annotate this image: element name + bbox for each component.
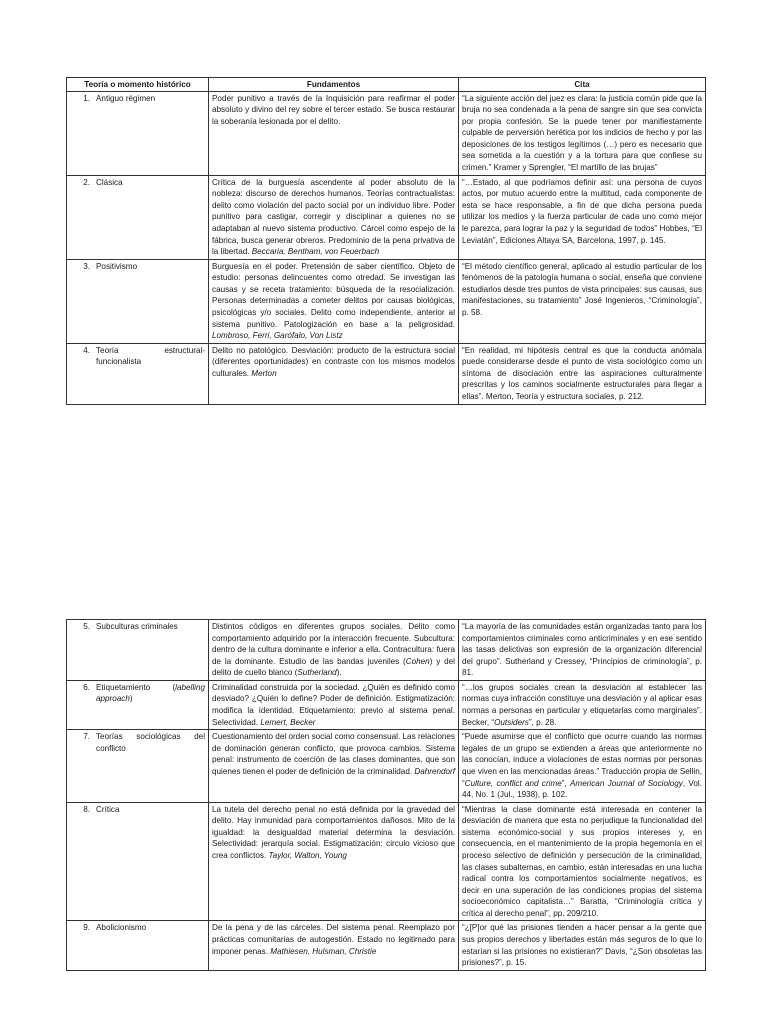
table-row [67, 343, 706, 404]
text-run: De la pena y de las cárceles. Del sistema penal. Reemplazo por prácticas comunitarias de autogestión. Estado no legitimado para imponer penas. [212, 923, 455, 956]
header-theory: Teoría o momento histórico [67, 78, 209, 92]
theory-name [96, 804, 205, 816]
author-names: Taylor, Walton, Young [268, 850, 347, 860]
theory-cell [67, 91, 209, 175]
text-run: Burguesía en el poder. Pretensión de saber científico. Objeto de estudio: personas delincuentes como otredad. Se investigan las causas y se receta tratamiento: búsqueda de la resocialización. Personas determinadas a cometer delitos por causas biológicas, psicológicas y/o sociales. Delito como independiente, anterior al sistema punitivo. Patologización en base a la peligrosidad. [212, 261, 455, 329]
row-number: 1. [83, 93, 90, 103]
cita-cell [459, 343, 706, 404]
theory-cell [67, 343, 209, 404]
author-names: Merton [251, 368, 277, 378]
theory-name [96, 922, 205, 934]
theory-cell [67, 620, 209, 681]
text-run: ”, p. 28. [528, 717, 557, 727]
row-number: 5. [83, 622, 90, 631]
text-run: Poder punitivo a través de la Inquisición para reafirmar el poder absoluto y divino del rey sobre el tercer estado. Se busca restaurar la soberanía lesionada por el delito. [212, 93, 455, 126]
text-run: Crítica de la burguesía ascendente al poder absoluto de la nobleza: discurso de derechos humanos. Teorías contractualistas: delito como violación del pacto social por un individuo libre. Poder punitivo para castigar, corregir y disciplinar a quienes no se adaptaban al nuevo sistema productivo. Cárcel como espejo de la fábrica, busca generar obreros. Predominio de la pena privativa de la libertad. [212, 177, 455, 257]
author-names: Cohen [405, 656, 430, 666]
text-run: ) y del delito de cuello blanco ( [212, 656, 455, 678]
cita-cell [459, 730, 706, 802]
header-row [67, 78, 706, 92]
theories-table-bottom [66, 619, 706, 971]
text-run: Distintos códigos en diferentes grupos sociales. Delito como comportamiento adquirido por la interacción frecuente. Subcultura: dentro de la cultura dominante e inferior a ella. Contracultura: fuera de la dominante. Estudio de las bandas juveniles ( [212, 622, 455, 666]
fundamentos-cell [209, 620, 459, 681]
author-names: American Journal of Sociology [570, 778, 683, 788]
theory-name [96, 93, 205, 105]
table-row [67, 730, 706, 802]
text-run: Teoría estructural-funcionalista [96, 345, 205, 367]
text-run: “El método científico general, aplicado al estudio particular de los fenómenos de la patología humana o social, enseña que conviene estudiarlos desde tres puntos de vista principales: sus causas, sus manifestaciones, su tratamiento” José Ingenieros, “Criminología”, p. 58. [462, 261, 702, 317]
text-run: La tutela del derecho penal no está definida por la gravedad del delito. Hay inmunidad para comportamientos dañosos. Mito de la igualdad: la desigualdad material determina la desviación. Selectividad: jerarquía social. Estigmatización: circulo vicioso que crea conflictos. [212, 804, 455, 860]
cita-cell [459, 802, 706, 921]
author-names: Mathiesen, Hulsman, Christie [270, 946, 377, 956]
author-names: Dahrendorf [414, 766, 456, 776]
author-names: Sutherland [297, 668, 337, 678]
theory-cell [67, 802, 209, 921]
text-run: “En realidad, mi hipótesis central es que la conducta anómala puede considerarse desde el punto de vista sociológico como un síntoma de disociación entre las aspiraciones culturalmente prescritas y los caminos socialmente estructurales para llegar a ellas”. Merton, Teoría y estructura sociales, p. 212. [462, 345, 702, 402]
fundamentos-cell [209, 730, 459, 802]
text-run: “La mayoría de las comunidades están organizadas tanto para los comportamientos criminales como anticriminales y en ese sentido las tasas delictivas son expresión de la organización diferencial del grupo”. Sutherland y Cressey, “Principios de criminología”, p. 81. [462, 622, 702, 678]
theory-cell [67, 175, 209, 259]
fundamentos-cell [209, 680, 459, 729]
theory-cell [67, 730, 209, 802]
text-run: “Mientras la clase dominante está interesada en contener la desviación de manera que esta no perjudique la funcionalidad del sistema económico-social y sus propios intereses y, en consecuencia, en el mantenimiento de la propia hegemonía en el proceso selectivo de definición y persecución de la criminalidad, las clases subalternas, en cambio, están interesadas en una lucha radical contra los comportamientos socialmente negativos, es decir en una superación de las condiciones propias del sistema socioeconómico capitalista…” Baratta, “Criminología crítica y crítica al derecho penal”, pp. 209/210. [462, 804, 702, 918]
theory-name [96, 345, 205, 368]
text-run: Clásica [96, 177, 123, 187]
text-run: Cuestionamiento del orden social como consensual. Las relaciones de dominación generan conflicto, que provoca cambios. Sistema penal: instrumento de coerción de las clases dominantes, que son quienes tienen el poder de definición de la criminalidad. [212, 732, 455, 776]
text-run: ”, [561, 778, 571, 788]
header-cita: Cita [459, 78, 706, 92]
text-run: Criminalidad construida por la sociedad. ¿Quién es definido como desviado? ¿Quién lo define? Poder de definición. Estigmatización: modifica la identidad. Etiquetamiento: previo al sistema penal. Selectividad. [212, 682, 455, 727]
table-row [67, 680, 706, 729]
table-row [67, 802, 706, 921]
text-run: “…los grupos sociales crean la desviación al establecer las normas cuya infracción constituye una desviación y al aplicar esas normas a personas en particular y etiquetarlas como marginales”. Becker, “ [462, 682, 702, 727]
table-row [67, 175, 706, 259]
row-number: 7. [83, 732, 90, 742]
table-row [67, 921, 706, 970]
fundamentos-cell [209, 259, 459, 343]
text-run: Crítica [96, 804, 120, 814]
fundamentos-cell [209, 921, 459, 970]
text-run: Positivismo [96, 261, 138, 271]
author-names: Beccaria, Bentham, von Feuerbach [251, 247, 380, 257]
text-run: , Vol. 44, No. 1 (Jul., 1938), p. 102. [462, 778, 702, 800]
author-names: labelling approach [96, 682, 205, 704]
text-run: “…Estado, al que podríamos definir así: una persona de cuyos actos, por mutuo acuerdo entre la multitud, cada componente de esta se hace responsable, a fin de que dicha persona pueda utilizar los medios y la fuerza particular de cada uno como mejor le parezca, para lograr la paz y la seguridad de todos” Hobbes, “El Leviatán”, Ediciones Altaya SA, Barcelona, 1997, p. 145. [462, 177, 702, 245]
row-number: 8. [83, 804, 90, 814]
cita-cell [459, 175, 706, 259]
table-row [67, 91, 706, 175]
text-run: Subculturas criminales [96, 622, 178, 631]
header-fundamentos: Fundamentos [209, 78, 459, 92]
fundamentos-cell [209, 343, 459, 404]
text-run: Antiguo régimen [96, 93, 156, 103]
row-number: 6. [83, 682, 90, 692]
author-names: Lombroso, Ferri, Garófalo, Von Listz [212, 331, 343, 341]
text-run: Etiquetamiento ( [96, 682, 176, 692]
theory-name [96, 731, 205, 754]
row-number: 3. [83, 261, 90, 271]
theories-table-top [66, 77, 706, 405]
row-number: 9. [83, 923, 90, 933]
theory-name [96, 682, 205, 705]
text-run: Teorías sociológicas del conflicto [96, 732, 205, 753]
fundamentos-cell [209, 175, 459, 259]
theory-cell [67, 680, 209, 729]
theory-name [96, 621, 205, 633]
author-names: Lemert, Becker [260, 717, 316, 727]
cita-cell [459, 91, 706, 175]
fundamentos-cell [209, 802, 459, 921]
table-row [67, 259, 706, 343]
cita-cell [459, 921, 706, 970]
text-run: “La siguiente acción del juez es clara: la justicia común pide que la bruja no sea condenada a la pena de sangre sin que sea convicta por propia confesión. Se la puede tener por manifiestamente culpable de perversión herética por los indicios de hecho y por las deposiciones de los testigos legítimos (…) pero es necesario que sea sometida a la cuestión y a la tortura para que confiese su crimen.” Kramer y Sprengler, “El martillo de las brujas” [462, 93, 702, 173]
cita-cell [459, 259, 706, 343]
cita-cell [459, 680, 706, 729]
text-run: Delito no patológico. Desviación: producto de la estructura social (diferentes oportunidades) en contraste con los mismos modelos culturales. [212, 345, 455, 378]
theory-name [96, 261, 205, 273]
author-names: Outsiders [494, 717, 529, 727]
text-run: “Puede asumirse que el conflicto que ocurre cuando las normas legales de un grupo se extienden a áreas que anteriormente no las conocían, induce a violaciones de estas normas por personas que viven en las mencionadas áreas.” Traducción propia de Sellin, “ [462, 732, 702, 788]
cita-cell [459, 620, 706, 681]
row-number: 4. [83, 345, 90, 355]
theory-name [96, 177, 205, 189]
row-number: 2. [83, 177, 90, 187]
table-row [67, 620, 706, 681]
fundamentos-cell [209, 91, 459, 175]
text-run: ) [129, 694, 133, 704]
theory-cell [67, 921, 209, 970]
author-names: Culture, conflict and crime [464, 778, 562, 788]
text-run: ). [336, 668, 342, 678]
text-run: Abolicionismo [96, 923, 147, 933]
text-run: “¿[P]or qué las prisiones tienden a hacer pensar a la gente que sus propios derechos y libertades están más seguros de lo que lo estarían si las prisiones no existieran?” Davis, “¿Son obsoletas las prisiones?”, p. 15. [462, 923, 702, 968]
theory-cell [67, 259, 209, 343]
